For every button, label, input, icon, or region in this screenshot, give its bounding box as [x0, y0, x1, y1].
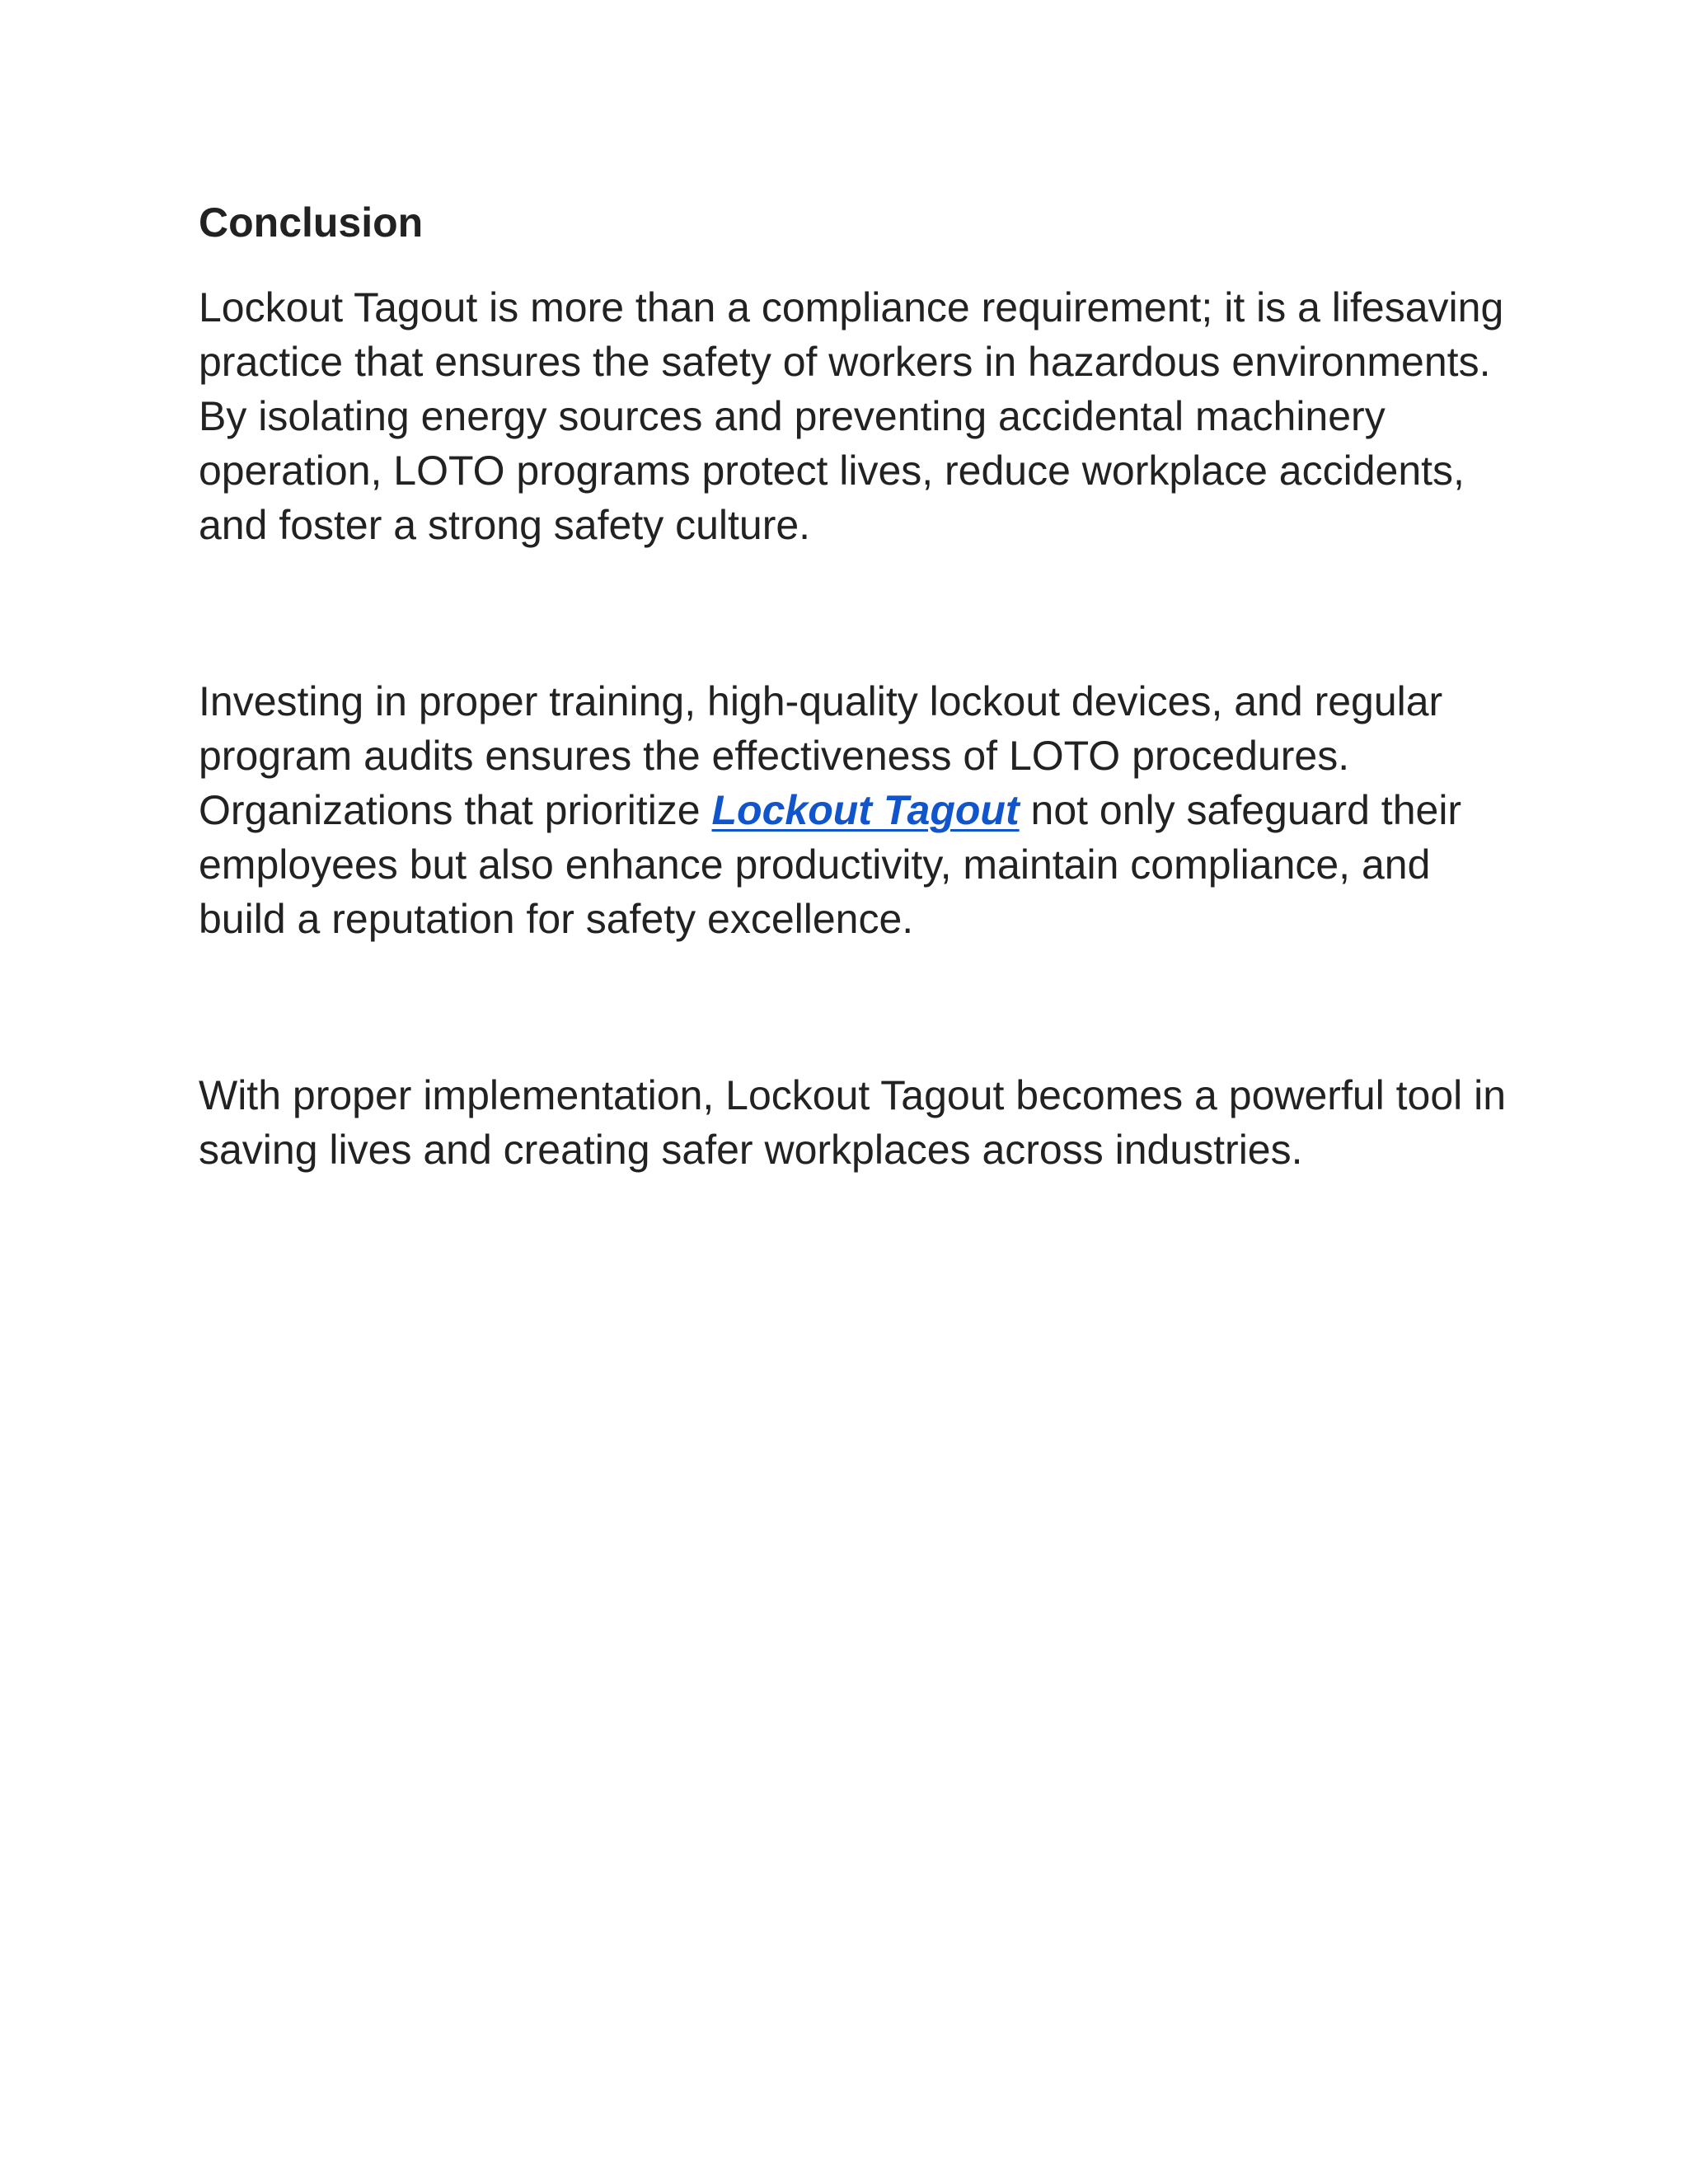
paragraph-investing: [199, 674, 1517, 946]
paragraph-text-after-link: not only safeguard their employees but also enhance productivity, maintain compliance, and build a reputation for safety excellence.: [199, 787, 1462, 942]
lockout-tagout-link[interactable]: Lockout Tagout: [711, 787, 1020, 833]
paragraph-implementation: With proper implementation, Lockout Tagout becomes a powerful tool in saving lives and creating safer workplaces across industries.: [199, 1072, 1507, 1173]
paragraph-conclusion-intro: Lockout Tagout is more than a compliance requirement; it is a lifesaving practice that ensures the safety of workers in hazardous environments. By isolating energy sources and preventing accidental machinery operation, LOTO programs protect lives, reduce workplace accidents, and foster a strong safety culture.: [199, 284, 1504, 548]
section-heading: Conclusion: [199, 199, 424, 246]
document-body: [199, 194, 1517, 1177]
paragraph-text-before-link: Investing in proper training, high-quality lockout devices, and regular program audits ensures the effectiveness of LOTO procedures. Organizations that prioritize: [199, 678, 1443, 833]
